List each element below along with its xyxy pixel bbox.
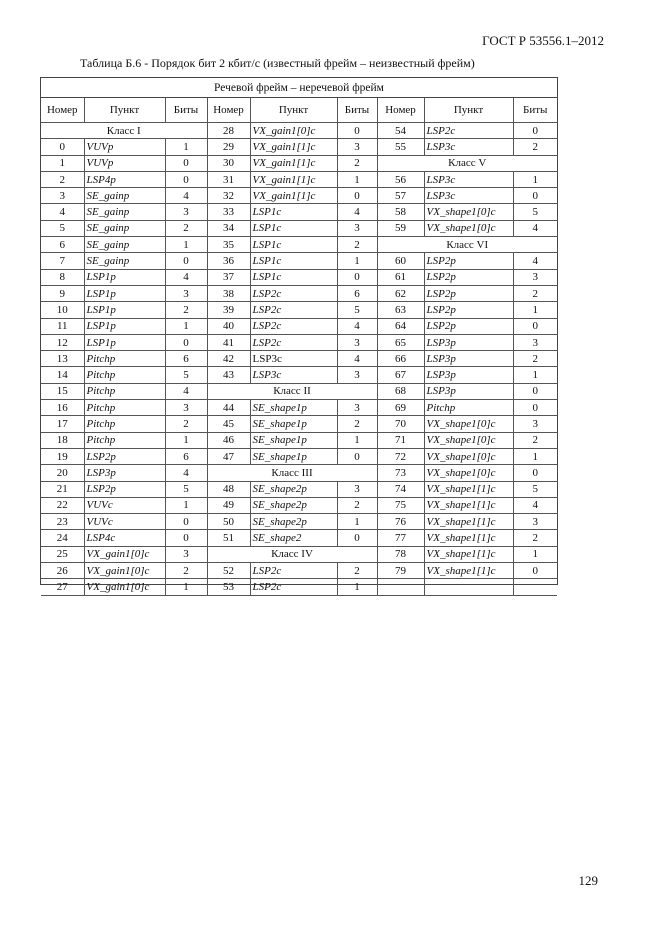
cell-bits: 0 xyxy=(165,171,207,187)
cell-number: 60 xyxy=(377,253,424,269)
cell-bits: 0 xyxy=(165,155,207,171)
cell-item: Pitchp xyxy=(84,367,165,383)
cell-bits: 2 xyxy=(337,497,377,513)
cell-item: LSP3p xyxy=(84,465,165,481)
cell-bits: 1 xyxy=(513,302,557,318)
table-row xyxy=(41,367,557,383)
cell-number: 15 xyxy=(41,383,84,399)
cell-bits: 3 xyxy=(513,514,557,530)
cell-bits: 2 xyxy=(337,416,377,432)
cell-bits: 3 xyxy=(337,481,377,497)
cell-number: 47 xyxy=(207,448,250,464)
table-row xyxy=(41,579,557,595)
table-row xyxy=(41,497,557,513)
cell-bits: 3 xyxy=(513,416,557,432)
cell-bits: 0 xyxy=(513,465,557,481)
cell-number: 1 xyxy=(41,155,84,171)
cell-bits: 3 xyxy=(337,334,377,350)
cell-item: LSP3p xyxy=(424,367,513,383)
table-title: Речевой фрейм – неречевой фрейм xyxy=(41,78,557,98)
cell-number: 8 xyxy=(41,269,84,285)
table-row xyxy=(41,416,557,432)
cell-item: VX_gain1[1]c xyxy=(250,171,337,187)
table-row xyxy=(41,253,557,269)
cell-item: Pitchp xyxy=(84,383,165,399)
cell-item: VX_shape1[0]c xyxy=(424,432,513,448)
cell-bits: 1 xyxy=(513,448,557,464)
cell-number: 35 xyxy=(207,237,250,253)
class-header: Класс IV xyxy=(207,546,377,562)
cell-number: 78 xyxy=(377,546,424,562)
cell-bits: 0 xyxy=(165,530,207,546)
table-row xyxy=(41,123,557,139)
cell-number: 46 xyxy=(207,432,250,448)
cell-bits: 1 xyxy=(337,579,377,595)
cell-bits: 2 xyxy=(165,220,207,236)
cell-item: LSP4p xyxy=(84,171,165,187)
class-header: Класс II xyxy=(207,383,377,399)
cell-bits: 0 xyxy=(513,400,557,416)
cell-bits: 3 xyxy=(337,367,377,383)
cell-item: SE_shape1p xyxy=(250,416,337,432)
cell-bits: 6 xyxy=(337,285,377,301)
cell-number: 59 xyxy=(377,220,424,236)
cell-bits: 5 xyxy=(165,481,207,497)
cell-number: 66 xyxy=(377,351,424,367)
cell-item: VX_shape1[0]c xyxy=(424,416,513,432)
cell-bits: 5 xyxy=(513,204,557,220)
col-header-bits: Биты xyxy=(337,98,377,123)
cell-number: 4 xyxy=(41,204,84,220)
cell-bits: 6 xyxy=(165,351,207,367)
cell-item: LSP1p xyxy=(84,334,165,350)
table-row xyxy=(41,546,557,562)
cell-number: 51 xyxy=(207,530,250,546)
cell-bits: 2 xyxy=(337,155,377,171)
cell-item: VUVc xyxy=(84,497,165,513)
cell-item xyxy=(424,579,513,595)
cell-item: LSP2p xyxy=(424,318,513,334)
cell-number: 19 xyxy=(41,448,84,464)
class-header: Класс I xyxy=(41,123,207,139)
cell-number: 44 xyxy=(207,400,250,416)
cell-item: SE_gainp xyxy=(84,188,165,204)
cell-number: 30 xyxy=(207,155,250,171)
cell-item: LSP2p xyxy=(84,448,165,464)
cell-item: VX_shape1[0]c xyxy=(424,220,513,236)
cell-number: 72 xyxy=(377,448,424,464)
cell-bits: 4 xyxy=(513,220,557,236)
table-row xyxy=(41,334,557,350)
cell-bits: 0 xyxy=(165,334,207,350)
cell-item: VUVp xyxy=(84,139,165,155)
cell-number: 54 xyxy=(377,123,424,139)
cell-item: SE_shape2 xyxy=(250,530,337,546)
cell-item: LSP3c xyxy=(424,139,513,155)
class-header: Класс V xyxy=(377,155,557,171)
cell-number: 76 xyxy=(377,514,424,530)
cell-bits: 1 xyxy=(337,253,377,269)
cell-number: 20 xyxy=(41,465,84,481)
col-header-item: Пункт xyxy=(250,98,337,123)
cell-item: LSP2p xyxy=(424,269,513,285)
cell-number: 75 xyxy=(377,497,424,513)
cell-bits: 1 xyxy=(337,514,377,530)
cell-bits: 0 xyxy=(513,318,557,334)
cell-number: 40 xyxy=(207,318,250,334)
bit-order-table xyxy=(40,77,558,593)
cell-item: LSP1p xyxy=(84,318,165,334)
cell-number: 7 xyxy=(41,253,84,269)
cell-item: VX_gain1[1]c xyxy=(250,139,337,155)
cell-item: LSP2c xyxy=(250,285,337,301)
cell-number: 57 xyxy=(377,188,424,204)
col-header-number: Номер xyxy=(207,98,250,123)
cell-item: LSP3p xyxy=(424,383,513,399)
cell-item: LSP1c xyxy=(250,204,337,220)
cell-number: 11 xyxy=(41,318,84,334)
cell-number: 26 xyxy=(41,563,84,579)
cell-bits: 1 xyxy=(337,432,377,448)
cell-bits: 4 xyxy=(165,188,207,204)
cell-number: 25 xyxy=(41,546,84,562)
cell-item: VX_shape1[1]c xyxy=(424,563,513,579)
cell-number: 37 xyxy=(207,269,250,285)
cell-item: LSP2p xyxy=(424,302,513,318)
cell-number: 16 xyxy=(41,400,84,416)
cell-number: 24 xyxy=(41,530,84,546)
cell-bits: 1 xyxy=(513,546,557,562)
cell-bits: 3 xyxy=(165,204,207,220)
cell-item: Pitchp xyxy=(84,351,165,367)
cell-bits: 0 xyxy=(337,448,377,464)
cell-number: 14 xyxy=(41,367,84,383)
cell-item: LSP2c xyxy=(250,318,337,334)
cell-bits: 2 xyxy=(513,530,557,546)
cell-bits: 2 xyxy=(513,432,557,448)
cell-number: 5 xyxy=(41,220,84,236)
cell-item: LSP3c xyxy=(424,188,513,204)
cell-item: VX_shape1[0]c xyxy=(424,465,513,481)
cell-item: SE_shape2p xyxy=(250,514,337,530)
table-row xyxy=(41,302,557,318)
table-row xyxy=(41,351,557,367)
cell-bits: 4 xyxy=(337,204,377,220)
cell-bits: 1 xyxy=(165,579,207,595)
class-header: Класс VI xyxy=(377,237,557,253)
cell-bits: 0 xyxy=(513,188,557,204)
cell-bits: 1 xyxy=(165,318,207,334)
cell-number: 67 xyxy=(377,367,424,383)
cell-item: LSP2c xyxy=(424,123,513,139)
col-header-item: Пункт xyxy=(424,98,513,123)
standard-number: ГОСТ Р 53556.1–2012 xyxy=(482,33,604,48)
class-header: Класс III xyxy=(207,465,377,481)
cell-number: 74 xyxy=(377,481,424,497)
cell-number: 65 xyxy=(377,334,424,350)
cell-bits: 4 xyxy=(165,465,207,481)
cell-item: VX_shape1[0]c xyxy=(424,204,513,220)
cell-bits: 0 xyxy=(513,123,557,139)
cell-number: 10 xyxy=(41,302,84,318)
cell-item: LSP1c xyxy=(250,253,337,269)
cell-item: VX_shape1[1]c xyxy=(424,530,513,546)
cell-number: 68 xyxy=(377,383,424,399)
cell-bits: 4 xyxy=(513,497,557,513)
cell-item: VX_shape1[1]c xyxy=(424,514,513,530)
cell-item: VX_gain1[0]c xyxy=(84,579,165,595)
cell-number: 73 xyxy=(377,465,424,481)
cell-bits: 1 xyxy=(513,171,557,187)
cell-number: 29 xyxy=(207,139,250,155)
cell-bits: 2 xyxy=(165,302,207,318)
cell-number: 17 xyxy=(41,416,84,432)
cell-bits: 1 xyxy=(165,432,207,448)
cell-bits: 0 xyxy=(337,530,377,546)
cell-number: 22 xyxy=(41,497,84,513)
table-row xyxy=(41,285,557,301)
cell-number: 49 xyxy=(207,497,250,513)
cell-number: 70 xyxy=(377,416,424,432)
cell-item: SE_shape1p xyxy=(250,400,337,416)
cell-number: 61 xyxy=(377,269,424,285)
table-row xyxy=(41,383,557,399)
cell-bits: 3 xyxy=(165,400,207,416)
col-header-number: Номер xyxy=(377,98,424,123)
cell-item: VX_shape1[1]c xyxy=(424,546,513,562)
cell-number: 28 xyxy=(207,123,250,139)
cell-item: LSP1p xyxy=(84,302,165,318)
cell-bits: 1 xyxy=(165,497,207,513)
table-caption: Таблица Б.6 - Порядок бит 2 кбит/с (известный фрейм – неизвестный фрейм) xyxy=(80,56,475,70)
cell-item: LSP1c xyxy=(250,269,337,285)
cell-item: VX_gain1[0]c xyxy=(84,563,165,579)
cell-item: Pitchp xyxy=(84,416,165,432)
cell-item: LSP2c xyxy=(250,334,337,350)
cell-item: LSP1c xyxy=(250,237,337,253)
cell-number: 39 xyxy=(207,302,250,318)
cell-item: LSP4c xyxy=(84,530,165,546)
cell-bits: 5 xyxy=(165,367,207,383)
cell-bits: 2 xyxy=(165,563,207,579)
cell-item: LSP1p xyxy=(84,285,165,301)
cell-bits: 3 xyxy=(513,269,557,285)
cell-bits: 1 xyxy=(165,139,207,155)
cell-bits: 2 xyxy=(337,563,377,579)
cell-item: LSP1p xyxy=(84,269,165,285)
cell-bits: 3 xyxy=(337,220,377,236)
cell-bits: 2 xyxy=(513,139,557,155)
cell-number: 27 xyxy=(41,579,84,595)
cell-item: VX_gain1[1]c xyxy=(250,155,337,171)
cell-item: LSP2c xyxy=(250,579,337,595)
cell-item: LSP3p xyxy=(424,351,513,367)
cell-bits: 3 xyxy=(165,546,207,562)
cell-item: Pitchp xyxy=(84,400,165,416)
cell-item: LSP3p xyxy=(424,334,513,350)
cell-bits: 1 xyxy=(337,171,377,187)
cell-bits: 4 xyxy=(337,351,377,367)
cell-item: LSP2c xyxy=(250,563,337,579)
cell-number: 6 xyxy=(41,237,84,253)
cell-item: VX_gain1[0]c xyxy=(84,546,165,562)
col-header-bits: Биты xyxy=(513,98,557,123)
cell-bits: 0 xyxy=(165,514,207,530)
cell-bits: 3 xyxy=(337,139,377,155)
col-header-number: Номер xyxy=(41,98,84,123)
cell-number: 18 xyxy=(41,432,84,448)
cell-item: VUVp xyxy=(84,155,165,171)
cell-item: VX_gain1[0]c xyxy=(250,123,337,139)
cell-item: Pitchp xyxy=(84,432,165,448)
cell-bits: 0 xyxy=(165,253,207,269)
cell-number: 12 xyxy=(41,334,84,350)
cell-number: 23 xyxy=(41,514,84,530)
cell-item: LSP2p xyxy=(84,481,165,497)
cell-bits: 0 xyxy=(337,269,377,285)
table-row xyxy=(41,514,557,530)
cell-bits: 0 xyxy=(337,188,377,204)
table-row xyxy=(41,563,557,579)
cell-bits: 2 xyxy=(165,416,207,432)
cell-bits: 2 xyxy=(337,237,377,253)
cell-number: 13 xyxy=(41,351,84,367)
cell-bits: 2 xyxy=(513,285,557,301)
cell-bits: 4 xyxy=(513,253,557,269)
cell-number: 34 xyxy=(207,220,250,236)
cell-item: Pitchp xyxy=(424,400,513,416)
cell-number: 62 xyxy=(377,285,424,301)
cell-item: LSP1c xyxy=(250,220,337,236)
cell-number: 9 xyxy=(41,285,84,301)
cell-number: 79 xyxy=(377,563,424,579)
cell-item: LSP3c xyxy=(250,367,337,383)
cell-number: 38 xyxy=(207,285,250,301)
cell-item: SE_shape2p xyxy=(250,497,337,513)
cell-number: 2 xyxy=(41,171,84,187)
cell-bits: 1 xyxy=(513,367,557,383)
table-row xyxy=(41,448,557,464)
cell-bits: 0 xyxy=(513,383,557,399)
cell-number: 69 xyxy=(377,400,424,416)
table-row xyxy=(41,530,557,546)
cell-item: SE_gainp xyxy=(84,204,165,220)
table-row xyxy=(41,220,557,236)
table-row xyxy=(41,188,557,204)
cell-number: 77 xyxy=(377,530,424,546)
cell-bits: 5 xyxy=(513,481,557,497)
cell-number: 63 xyxy=(377,302,424,318)
table-row xyxy=(41,400,557,416)
cell-number: 41 xyxy=(207,334,250,350)
cell-number: 0 xyxy=(41,139,84,155)
cell-item: LSP2p xyxy=(424,285,513,301)
cell-item: SE_gainp xyxy=(84,220,165,236)
cell-number: 56 xyxy=(377,171,424,187)
cell-number: 58 xyxy=(377,204,424,220)
cell-item: VX_shape1[0]c xyxy=(424,448,513,464)
cell-bits: 3 xyxy=(165,285,207,301)
cell-item: SE_shape1p xyxy=(250,448,337,464)
cell-number: 45 xyxy=(207,416,250,432)
table-row xyxy=(41,318,557,334)
cell-item: LSP2c xyxy=(250,302,337,318)
cell-number xyxy=(377,579,424,595)
header-row xyxy=(41,98,557,123)
cell-bits: 0 xyxy=(337,123,377,139)
table-row xyxy=(41,155,557,171)
cell-item: SE_shape1p xyxy=(250,432,337,448)
cell-number: 71 xyxy=(377,432,424,448)
table-row xyxy=(41,465,557,481)
cell-number: 55 xyxy=(377,139,424,155)
cell-bits: 3 xyxy=(513,334,557,350)
table-row xyxy=(41,237,557,253)
cell-item: LSP3c xyxy=(424,171,513,187)
cell-item: VUVc xyxy=(84,514,165,530)
cell-item: VX_gain1[1]c xyxy=(250,188,337,204)
cell-number: 53 xyxy=(207,579,250,595)
cell-bits: 4 xyxy=(165,383,207,399)
cell-number: 36 xyxy=(207,253,250,269)
table-row xyxy=(41,204,557,220)
cell-item: SE_shape2p xyxy=(250,481,337,497)
cell-bits: 6 xyxy=(165,448,207,464)
cell-bits: 3 xyxy=(337,400,377,416)
table-row xyxy=(41,481,557,497)
table-row xyxy=(41,171,557,187)
cell-number: 21 xyxy=(41,481,84,497)
table-row xyxy=(41,139,557,155)
cell-number: 48 xyxy=(207,481,250,497)
col-header-bits: Биты xyxy=(165,98,207,123)
cell-bits: 2 xyxy=(513,351,557,367)
cell-bits xyxy=(513,579,557,595)
cell-number: 33 xyxy=(207,204,250,220)
cell-number: 64 xyxy=(377,318,424,334)
table-grid xyxy=(41,98,557,596)
cell-item: VX_shape1[1]c xyxy=(424,481,513,497)
cell-item: LSP3c xyxy=(250,351,337,367)
page-number: 129 xyxy=(578,873,598,888)
cell-number: 31 xyxy=(207,171,250,187)
cell-bits: 4 xyxy=(337,318,377,334)
cell-item: LSP2p xyxy=(424,253,513,269)
table-row xyxy=(41,269,557,285)
cell-bits: 1 xyxy=(165,237,207,253)
cell-number: 42 xyxy=(207,351,250,367)
cell-bits: 5 xyxy=(337,302,377,318)
cell-number: 52 xyxy=(207,563,250,579)
cell-number: 50 xyxy=(207,514,250,530)
cell-bits: 4 xyxy=(165,269,207,285)
col-header-item: Пункт xyxy=(84,98,165,123)
cell-number: 43 xyxy=(207,367,250,383)
table-row xyxy=(41,432,557,448)
cell-item: SE_gainp xyxy=(84,253,165,269)
cell-item: SE_gainp xyxy=(84,237,165,253)
cell-bits: 0 xyxy=(513,563,557,579)
cell-item: VX_shape1[1]c xyxy=(424,497,513,513)
cell-number: 32 xyxy=(207,188,250,204)
cell-number: 3 xyxy=(41,188,84,204)
